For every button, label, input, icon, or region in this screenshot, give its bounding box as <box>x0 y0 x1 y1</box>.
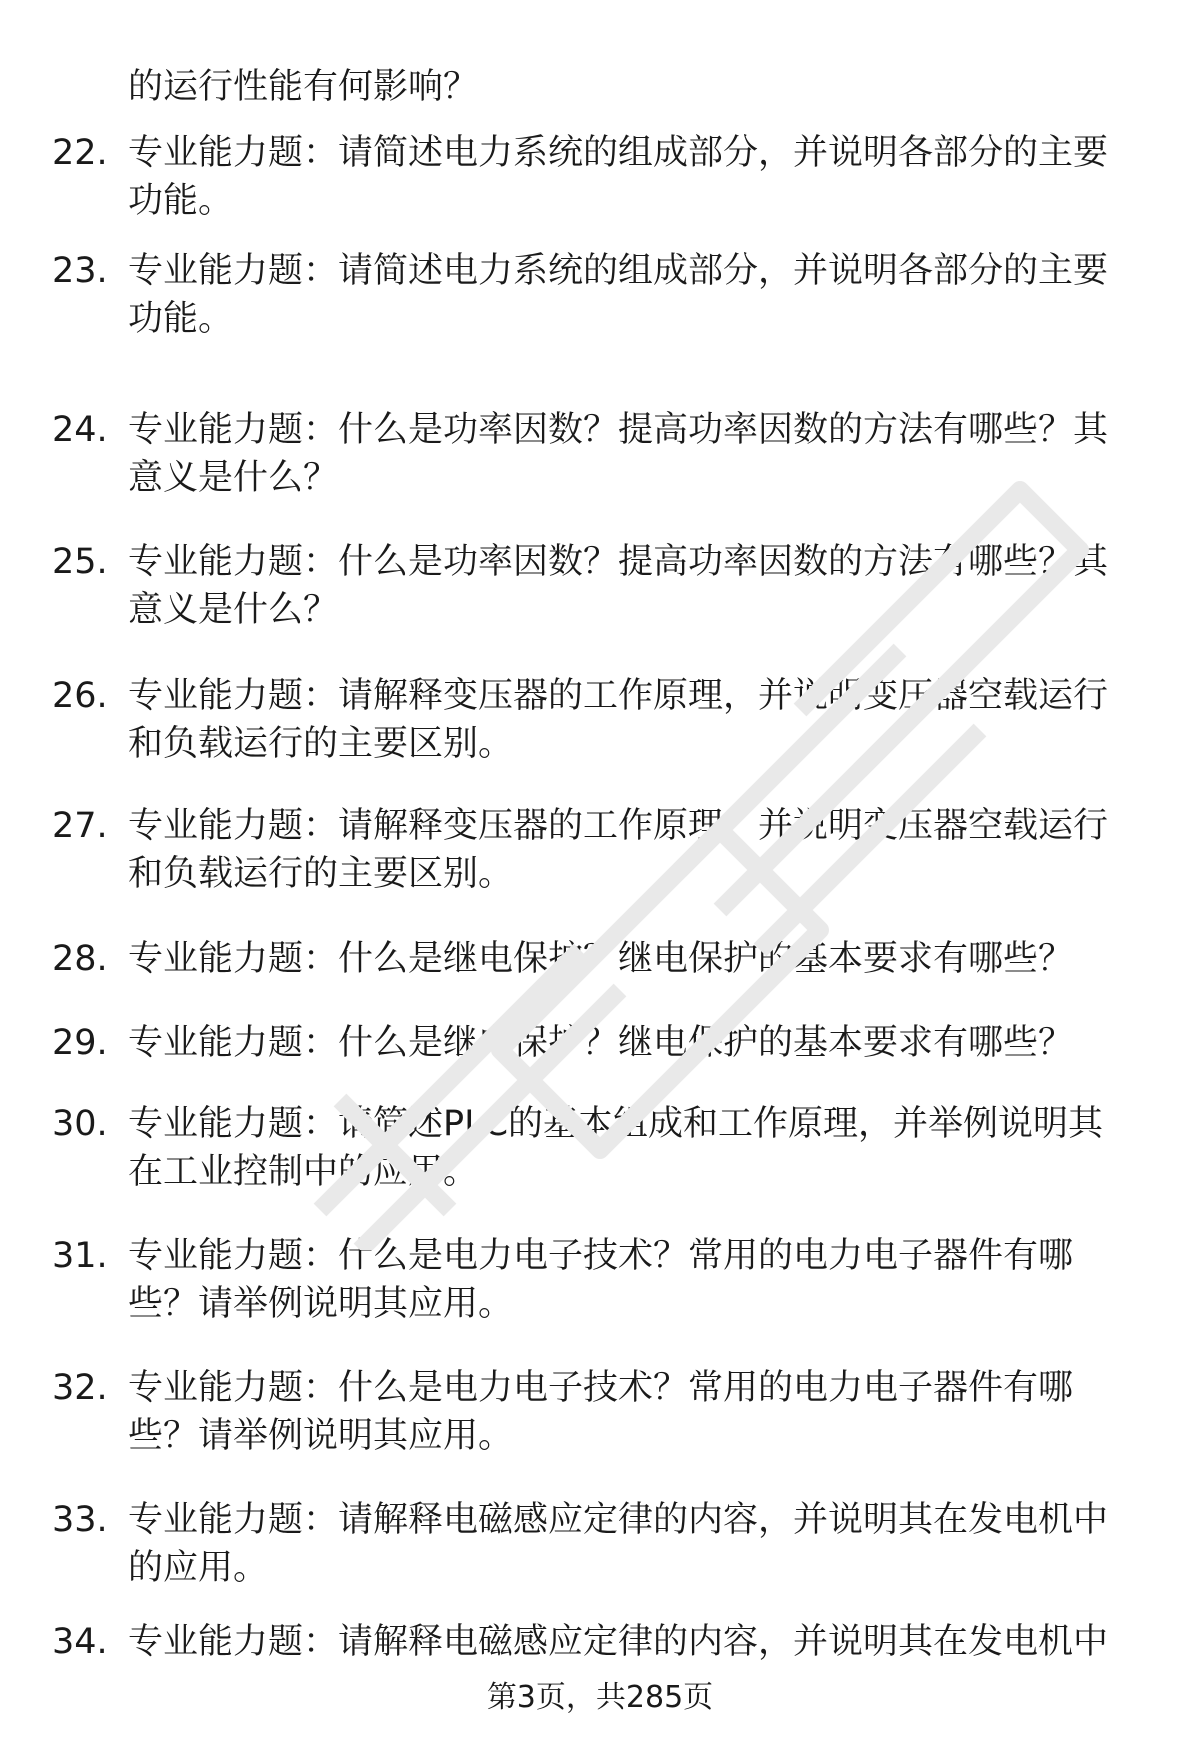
continuation-text: 的运行性能有何影响？ <box>128 67 479 107</box>
question-number: 29. <box>52 1023 108 1063</box>
question-text: 专业能力题：什么是继电保护？继电保护的基本要求有哪些？ <box>128 939 1074 979</box>
question-number: 28. <box>52 939 108 979</box>
question-number: 22. <box>52 133 108 173</box>
question-number: 25. <box>52 542 108 582</box>
question-number: 31. <box>52 1236 108 1276</box>
question-number: 30. <box>52 1104 108 1144</box>
question-number: 34. <box>52 1622 108 1662</box>
question-text: 专业能力题：请解释电磁感应定律的内容，并说明其在发电机中 <box>128 1622 1109 1662</box>
question-text: 专业能力题：请解释电磁感应定律的内容，并说明其在发电机中 的应用。 <box>128 1500 1109 1588</box>
question-text: 专业能力题：什么是继电保护？继电保护的基本要求有哪些？ <box>128 1023 1074 1063</box>
question-number: 32. <box>52 1368 108 1408</box>
question-text: 专业能力题：请简述电力系统的组成部分，并说明各部分的主要 功能。 <box>128 251 1109 339</box>
question-text: 专业能力题：请解释变压器的工作原理，并说明变压器空载运行 和负载运行的主要区别。 <box>128 676 1109 764</box>
question-number: 24. <box>52 410 108 450</box>
page-footer: 第3页，共285页 <box>486 1680 714 1715</box>
question-text: 专业能力题：什么是功率因数？提高功率因数的方法有哪些？其 意义是什么？ <box>128 410 1109 498</box>
question-text: 专业能力题：什么是功率因数？提高功率因数的方法有哪些？其 意义是什么？ <box>128 542 1109 630</box>
question-number: 33. <box>52 1500 108 1540</box>
question-text: 专业能力题：请简述电力系统的组成部分，并说明各部分的主要 功能。 <box>128 133 1109 221</box>
question-text: 专业能力题：请简述PLC的基本组成和工作原理，并举例说明其 在工业控制中的应用。 <box>128 1104 1104 1192</box>
question-text: 专业能力题：什么是电力电子技术？常用的电力电子器件有哪 些？请举例说明其应用。 <box>128 1236 1074 1324</box>
question-number: 23. <box>52 251 108 291</box>
question-number: 27. <box>52 806 108 846</box>
question-text: 专业能力题：请解释变压器的工作原理，并说明变压器空载运行 和负载运行的主要区别。 <box>128 806 1109 894</box>
question-number: 26. <box>52 676 108 716</box>
question-text: 专业能力题：什么是电力电子技术？常用的电力电子器件有哪 些？请举例说明其应用。 <box>128 1368 1074 1456</box>
